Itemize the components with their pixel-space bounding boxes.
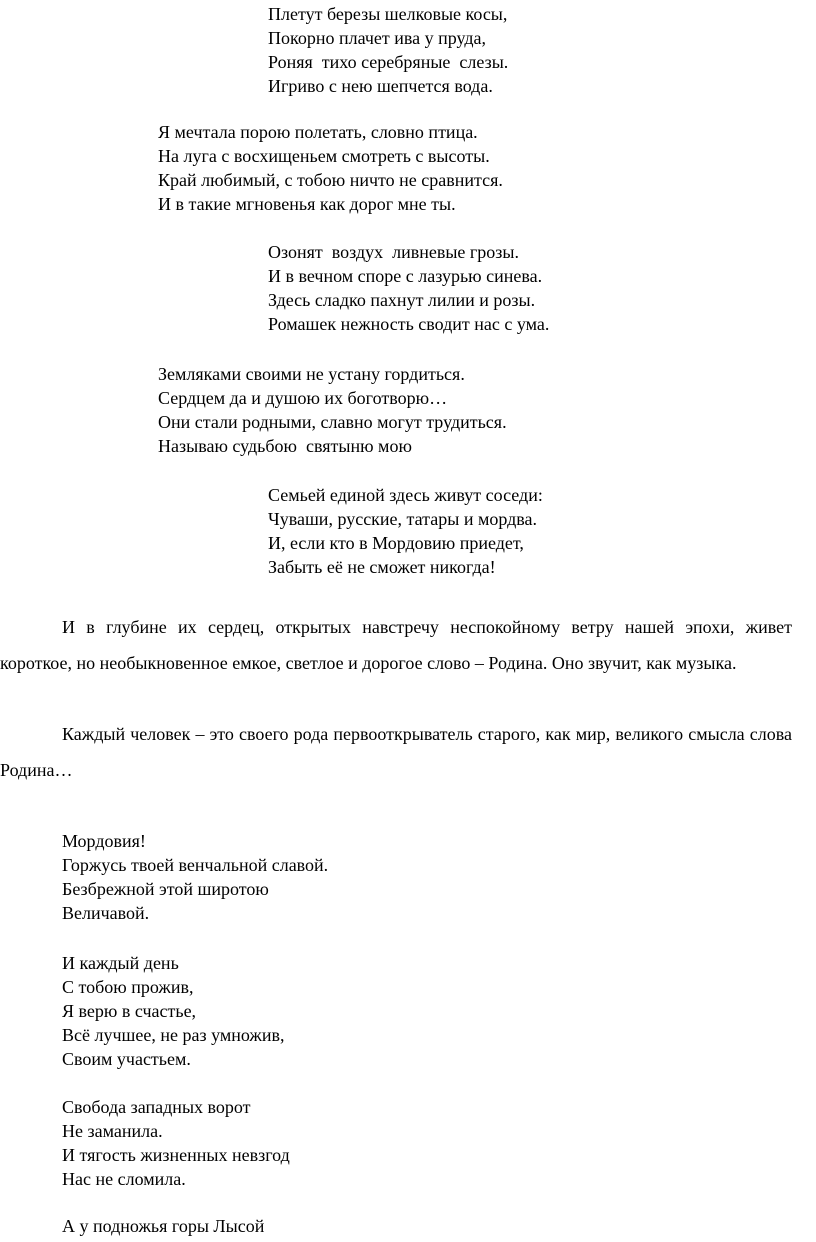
poem-line: Игриво с нею шепчется вода. — [268, 76, 493, 96]
poem-line: Плетут березы шелковые косы, — [268, 4, 508, 24]
poem-stanza — [158, 362, 507, 458]
poem-line: Семьей единой здесь живут соседи: — [268, 485, 543, 505]
poem-line: И, если кто в Мордовию приедет, — [268, 533, 524, 553]
poem-line: С тобою прожив, — [62, 977, 194, 997]
poem-line: Забыть её не сможет никогда! — [268, 557, 496, 577]
poem-line: Земляками своими не устану гордиться. — [158, 364, 465, 384]
poem-stanza — [62, 1214, 264, 1238]
poem-line: Не заманила. — [62, 1121, 163, 1141]
poem-line: И каждый день — [62, 953, 179, 973]
poem-stanza — [158, 120, 503, 216]
poem-line: Роняя тихо серебряные слезы. — [268, 52, 509, 72]
poem-line: Покорно плачет ива у пруда, — [268, 28, 487, 48]
poem-stanza — [62, 1095, 290, 1191]
poem-line: И тягость жизненных невзгод — [62, 1145, 290, 1165]
poem-line: Они стали родными, славно могут трудиться. — [158, 412, 507, 432]
poem-line: Здесь сладко пахнут лилии и розы. — [268, 290, 536, 310]
poem-line: На луга с восхищеньем смотреть с высоты. — [158, 146, 490, 166]
poem-stanza — [268, 240, 549, 336]
poem-line: Всё лучшее, не раз умножив, — [62, 1025, 285, 1045]
poem-stanza — [62, 829, 328, 925]
poem-line: Сердцем да и душою их боготворю… — [158, 388, 448, 408]
poem-line: А у подножья горы Лысой — [62, 1216, 265, 1236]
poem-line: Нас не сломила. — [62, 1169, 186, 1189]
poem-line: Мордовия! — [62, 831, 146, 851]
poem-stanza — [62, 951, 285, 1071]
prose-paragraph: Каждый человек – это своего рода первооткрыватель старого, как мир, великого смысла слова Родина… — [0, 724, 792, 780]
prose-paragraph: И в глубине их сердец, открытых навстречу неспокойному ветру нашей эпохи, живет короткое, но необыкновенное емкое, светлое и дорогое слово – Родина. Оно звучит, как музыка. — [0, 617, 792, 673]
poem-line: Называю судьбою святыню мою — [158, 436, 412, 456]
poem-stanza — [268, 2, 508, 98]
poem-line: Величавой. — [62, 903, 150, 923]
poem-line: Край любимый, с тобою ничто не сравнится. — [158, 170, 503, 190]
poem-line: И в такие мгновенья как дорог мне ты. — [158, 194, 456, 214]
poem-line: Озонят воздух ливневые грозы. — [268, 242, 520, 262]
poem-line: Безбрежной этой широтою — [62, 879, 269, 899]
poem-line: Своим участьем. — [62, 1049, 191, 1069]
poem-line: Свобода западных ворот — [62, 1097, 251, 1117]
poem-stanza — [268, 483, 543, 579]
poem-line: Я верю в счастье, — [62, 1001, 197, 1021]
poem-line: Я мечтала порою полетать, словно птица. — [158, 122, 478, 142]
poem-line: Ромашек нежность сводит нас с ума. — [268, 314, 550, 334]
poem-line: И в вечном споре с лазурью синева. — [268, 266, 543, 286]
poem-line: Чуваши, русские, татары и мордва. — [268, 509, 538, 529]
poem-line: Горжусь твоей венчальной славой. — [62, 855, 329, 875]
